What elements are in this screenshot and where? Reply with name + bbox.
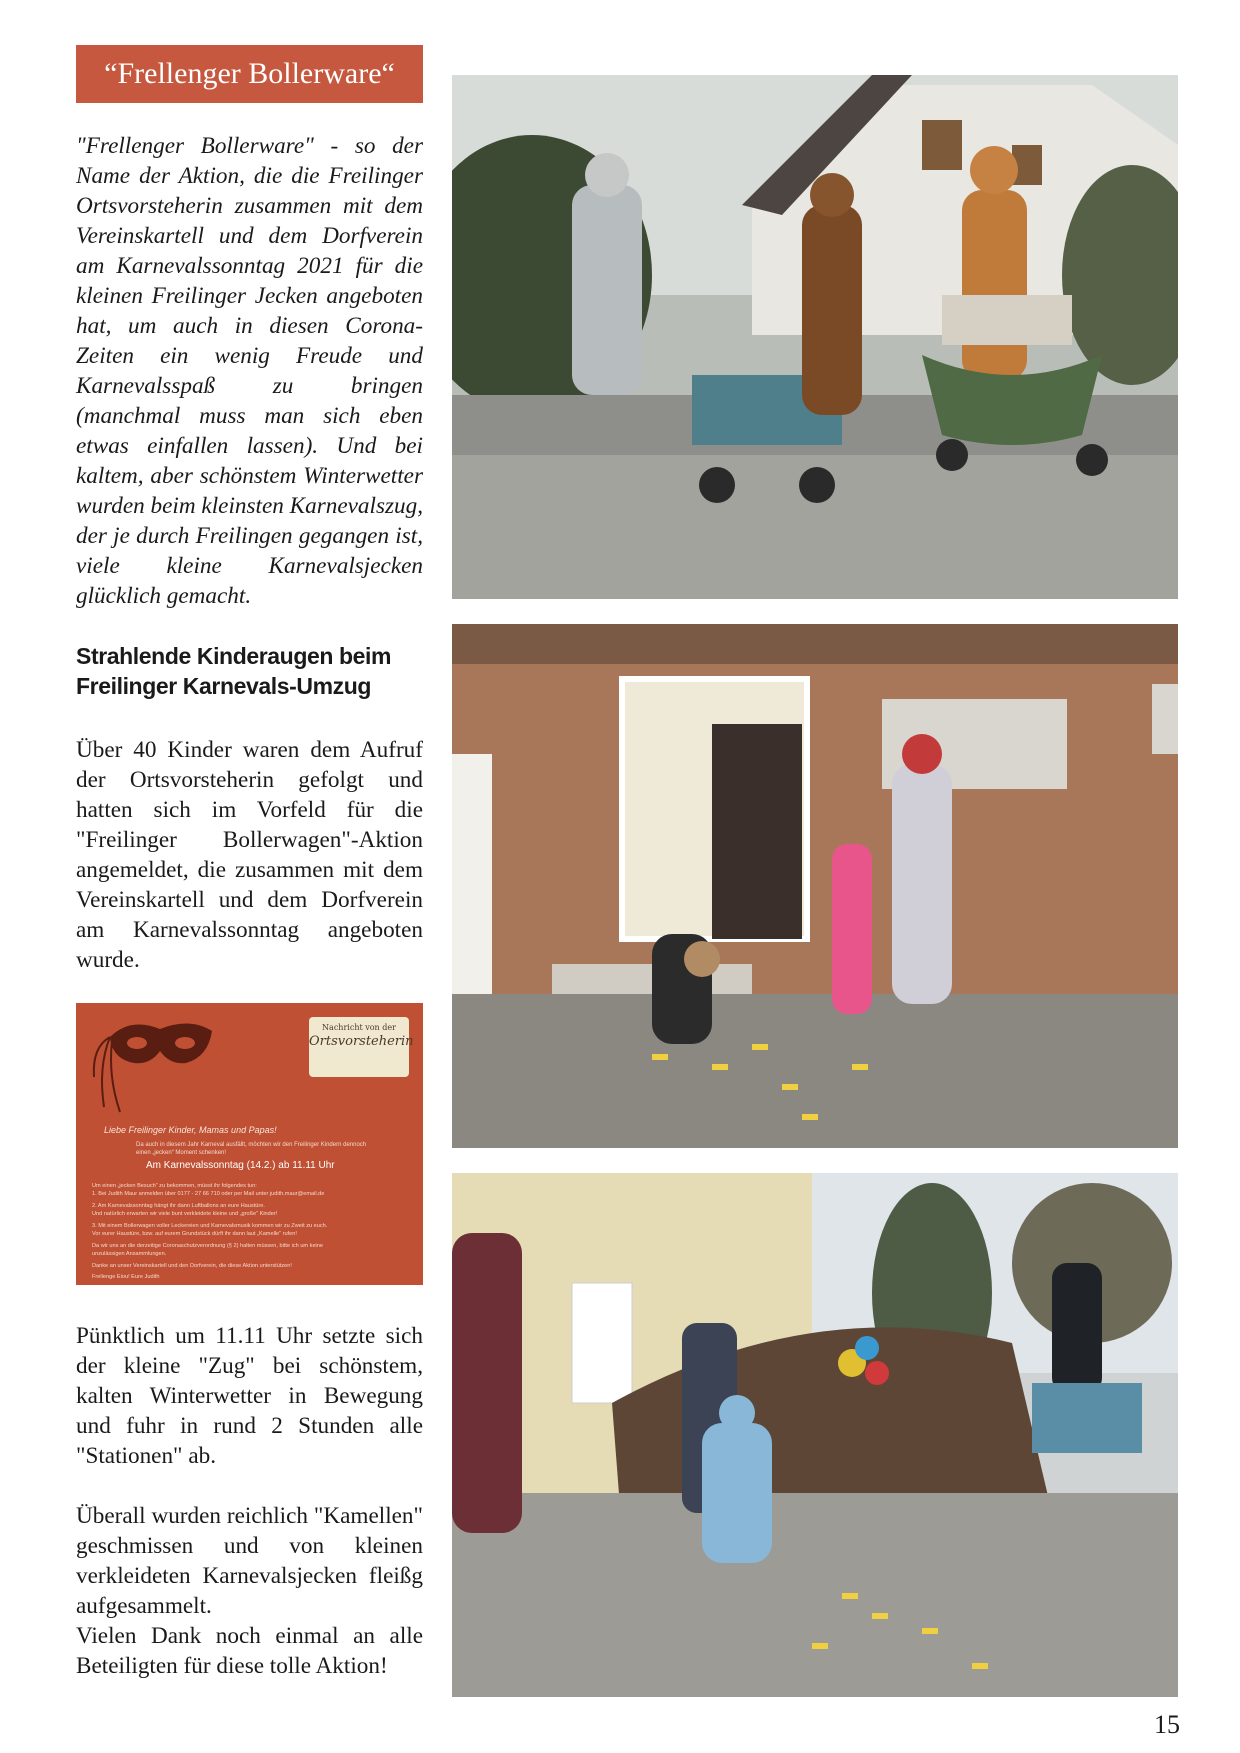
flyer-step-3a: 3. Mit einem Bollerwagen voller Leckereien und Karnevalsmusik kommen wir zu Zweit zu euch.	[92, 1223, 328, 1229]
flyer-intro-line-1: Da auch in diesem Jahr Karneval ausfällt, möchten wir den Freilinger Kindern dennoch	[136, 1142, 367, 1148]
body-paragraph-2: Pünktlich um 11.11 Uhr setzte sich der kleine "Zug" bei schönstem, kalten Winterwetter in Bewegung und fuhr in rund 2 Stunden alle "Stationen" ab.	[76, 1323, 423, 1469]
flyer-step-2b: Und natürlich erwarten wir viele bunt verkleidete kleine und „große“ Kinder!	[92, 1211, 278, 1217]
left-column	[76, 45, 423, 1681]
flyer-image	[76, 1003, 423, 1285]
flyer-greeting: Liebe Freilinger Kinder, Mamas und Papas!	[104, 1125, 277, 1135]
carnival-mask-icon	[90, 1007, 230, 1117]
flyer-badge-main: Ortsvorsteherin	[309, 1034, 414, 1049]
flyer-signoff: Frellenge Eiou! Eure Judith	[92, 1274, 160, 1280]
flyer-note-a: Da wir uns an die derzeitige Coronaschutzverordnung (§ 2) halten müssen, bitte ich um keine	[92, 1243, 324, 1249]
article-title-box	[76, 45, 423, 103]
flyer-step-2a: 2. Am Karnevalssonntag hängt ihr dann Luftballons an eure Haustüre.	[92, 1203, 265, 1209]
photo-child-picking-up-kamellen	[452, 1173, 1178, 1697]
intro-paragraph: "Frellenger Bollerware" - so der Name der Aktion, die die Freilinger Ortsvorsteherin zusammen mit dem Vereinskartell und dem Dorfverein am Karnevalssonntag 2021 für die kleinen Freilinger Jecken angeboten hat, um auch in diesen Corona-Zeiten ein wenig Freude und Karnevalsspaß zu bringen (manchmal muss man sich eben etwas einfallen lassen). Und bei kaltem, aber schönstem Winterwetter wurden beim kleinsten Karnevalszug, der je durch Freilingen gegangen ist, viele kleine Karnevalsjecken glücklich gemacht.	[76, 133, 423, 609]
flyer-step-1: 1. Bei Judith Maur anmelden über 0177 - 27 66 710 oder per Mail unter judith.maur@email.de	[92, 1191, 325, 1197]
flyer-step-0: Um einen „jecken Besuch“ zu bekommen, müsst ihr folgendes tun:	[92, 1183, 257, 1189]
flyer-badge-top: Nachricht von der	[322, 1023, 396, 1032]
page-number: 15	[1154, 1710, 1180, 1739]
photo-costumed-helpers-with-wagons	[452, 75, 1178, 599]
flyer-badge	[309, 1017, 414, 1077]
photo-children-collecting-candy-at-house	[452, 624, 1178, 1148]
flyer-step-3b: Vor eurer Haustüre, bzw. auf eurem Grundstück dürft ihr dann laut „Kamelle“ rufen!	[92, 1231, 297, 1237]
flyer-date: Am Karnevalssonntag (14.2.) ab 11.11 Uhr	[146, 1160, 335, 1171]
section-subheading: Strahlende Kinderaugen beim Freilinger Karnevals-Umzug	[76, 643, 392, 699]
flyer-intro-line-2: einen „jecken“ Moment schenken!	[136, 1150, 227, 1156]
body-paragraph-1: Über 40 Kinder waren dem Aufruf der Ortsvorsteherin gefolgt und hatten sich im Vorfeld für die "Freilinger Bollerwagen"-Aktion angemeldet, die zusammen mit dem Vereinskartell und dem Dorfverein am Karnevalssonntag angeboten wurde.	[76, 737, 423, 973]
flyer-thanks: Danke an unser Vereinskartell und den Dorfverein, die diese Aktion unterstützen!	[92, 1263, 292, 1269]
flyer-note-b: unzulässigen Ansammlungen.	[92, 1251, 167, 1257]
body-paragraph-3: Überall wurden reichlich "Kamellen" geschmissen und von kleinen verkleideten Karnevalsjecken fleißg aufgesammelt. Vielen Dank noch einmal an alle Beteiligten für diese tolle Aktion!	[76, 1503, 423, 1679]
article-title: “Frellenger Bollerware“	[104, 57, 395, 90]
